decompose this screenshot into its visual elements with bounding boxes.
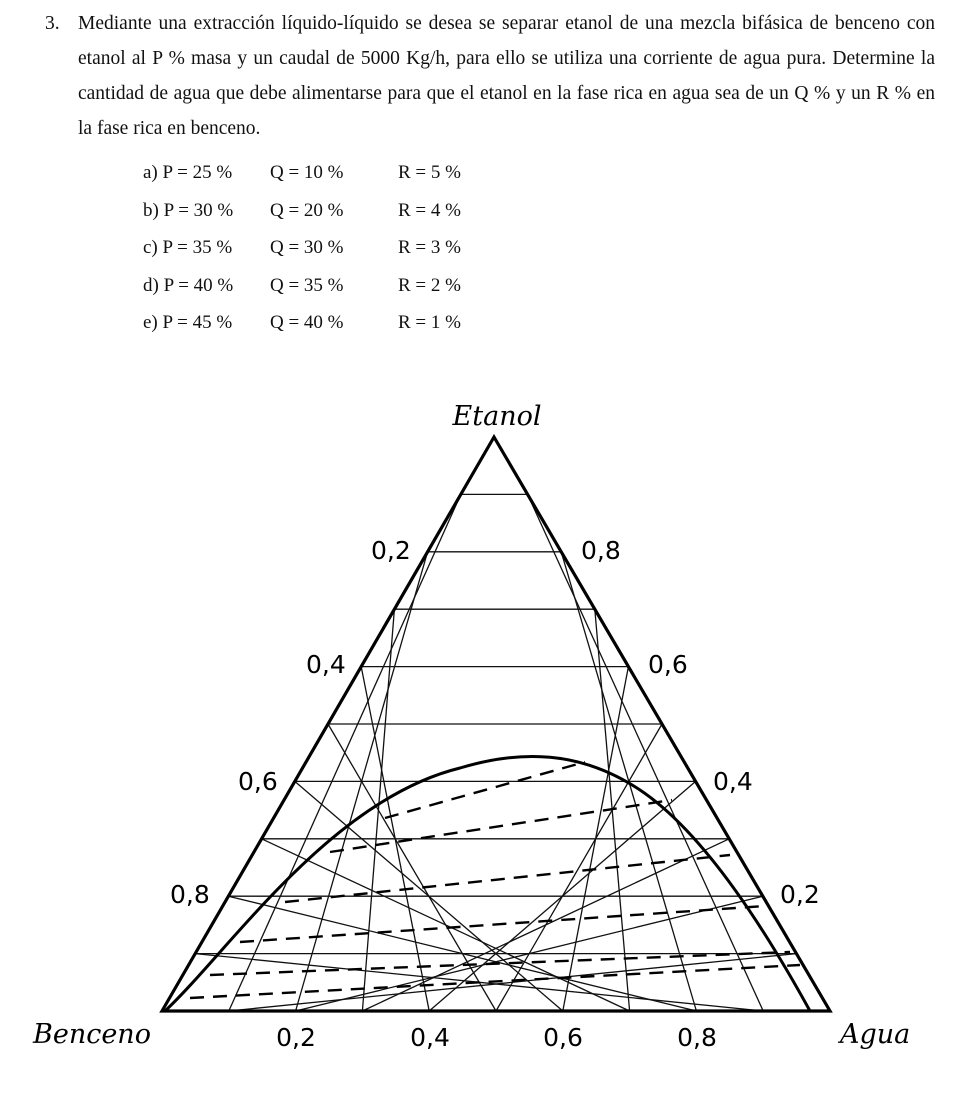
bottom-tick-label: 0,6 <box>543 1023 583 1052</box>
diagram-grid <box>195 494 796 1011</box>
tie-line <box>385 762 585 818</box>
benceno-vertex-label: Benceno <box>33 1019 151 1050</box>
option-r: R = 2 % <box>398 274 461 296</box>
left-tick-label: 0,8 <box>170 880 210 909</box>
option-p: e) P = 45 % <box>143 312 233 333</box>
right-tick-label: 0,2 <box>780 880 820 909</box>
option-q: Q = 40 % <box>270 312 344 333</box>
option-q: Q = 10 % <box>270 162 344 183</box>
tie-line <box>190 965 800 998</box>
left-tick-label: 0,4 <box>306 650 346 679</box>
tie-line <box>240 906 765 942</box>
etanol-vertex-label: Etanol <box>452 401 542 432</box>
option-r: R = 4 % <box>398 199 461 221</box>
right-tick-label: 0,8 <box>581 536 621 565</box>
agua-vertex-label: Agua <box>840 1019 911 1050</box>
tie-line <box>330 800 672 852</box>
option-r: R = 5 % <box>398 162 461 183</box>
problem-number: 3. <box>45 13 60 34</box>
option-r: R = 1 % <box>398 312 461 333</box>
bottom-tick-label: 0,2 <box>276 1023 316 1052</box>
left-tick-label: 0,2 <box>371 536 411 565</box>
right-tick-label: 0,6 <box>648 650 688 679</box>
option-r: R = 3 % <box>398 237 461 258</box>
grid-line <box>328 724 496 1011</box>
tie-line <box>285 855 730 902</box>
option-q: Q = 20 % <box>270 199 344 221</box>
bottom-tick-label: 0,4 <box>410 1023 450 1052</box>
option-p: b) P = 30 % <box>143 199 234 221</box>
option-q: Q = 30 % <box>270 237 344 258</box>
right-tick-label: 0,4 <box>713 767 753 796</box>
left-tick-label: 0,6 <box>238 767 278 796</box>
option-p: a) P = 25 % <box>143 162 233 183</box>
option-p: c) P = 35 % <box>143 237 233 258</box>
grid-line <box>528 494 764 1011</box>
problem-text: Mediante una extracción líquido-líquido se desea se separar etanol de una mezcla bifásica de benceno con etanol al P % masa y un caudal de 5000 Kg/h, para ello se utiliza una corriente de agua pura. Determine la cantidad de agua que debe alimentarse para que el etanol en la fase rica en agua sea de un Q % y un R % en la fase rica en benceno. <box>78 13 935 139</box>
bottom-tick-label: 0,8 <box>677 1023 717 1052</box>
option-p: d) P = 40 % <box>143 274 234 296</box>
option-q: Q = 35 % <box>270 274 344 296</box>
